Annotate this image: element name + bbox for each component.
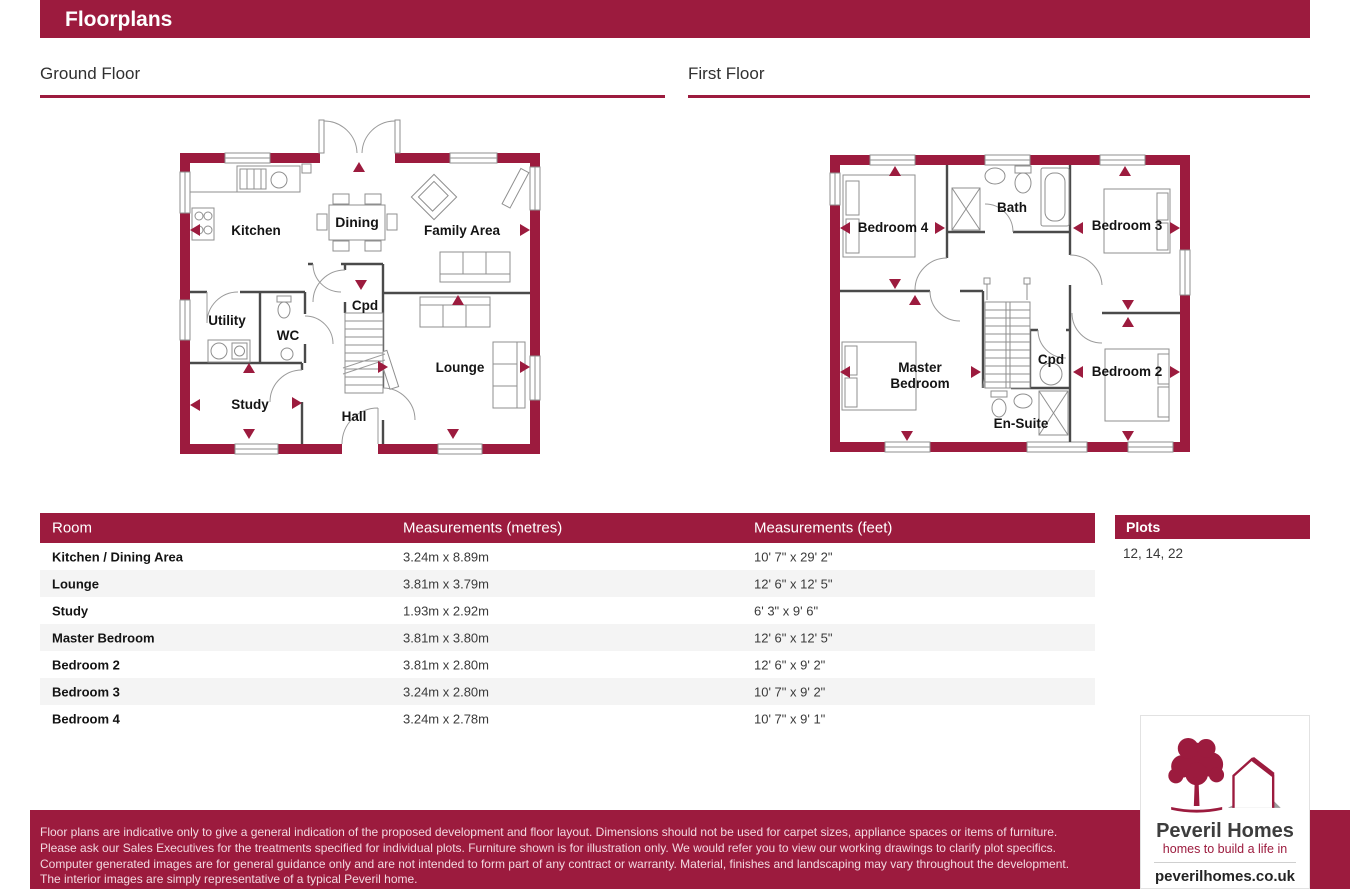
first-floor-rule — [688, 95, 1310, 98]
first-floor-heading: First Floor — [688, 64, 765, 83]
room-label-utility: Utility — [208, 313, 246, 328]
room-label-hall: Hall — [341, 409, 367, 424]
room-label-wc: WC — [276, 328, 300, 343]
ground-floor-rule — [40, 95, 665, 98]
logo-divider — [1154, 862, 1296, 863]
room-label-dining: Dining — [335, 214, 379, 230]
armchair-icon — [411, 174, 456, 219]
room-label-ensuite: En-Suite — [993, 416, 1049, 431]
disclaimer-line: Please ask our Sales Executives for the treatments specified for individual plots. Furniture shown is for illustration only. We would refer you to view our working drawings to clarify plot specifics. — [40, 840, 1057, 855]
measurements-table — [40, 513, 1095, 732]
table-header-row — [40, 513, 1095, 543]
room-label-master-line2: Bedroom — [890, 376, 950, 391]
table-row: Study 1.93m x 2.92m 6' 3" x 9' 6" — [52, 603, 819, 618]
logo-box — [1140, 715, 1310, 889]
peveril-homes-logo-icon — [1150, 721, 1300, 823]
family-sofa — [440, 252, 510, 282]
table-header-room: Room — [52, 519, 93, 537]
table-row: Bedroom 2 3.81m x 2.80m 12' 6" x 9' 2" — [52, 657, 826, 672]
logo-company-name: Peveril Homes — [1156, 820, 1294, 842]
tree-icon — [1168, 738, 1224, 813]
plots-title: Plots — [1126, 519, 1161, 535]
disclaimer-line: Floor plans are indicative only to give a general indication of the proposed development and floor layout. Dimensions should not be used for carpet sizes, appliance spaces or items of furniture. — [40, 825, 1058, 839]
bed-bedroom2 — [1105, 349, 1169, 421]
utility-sink-unit — [208, 340, 250, 362]
disclaimer-line: Computer generated images are for general guidance only and are not intended to form part of any contract or warranty. Material, finishes and landscaping may vary throughout the development. — [40, 856, 1070, 871]
room-label-cpd: Cpd — [351, 298, 379, 313]
page-title-bar — [40, 0, 1310, 38]
room-label-bedroom4: Bedroom 4 — [857, 220, 929, 235]
room-label-lounge: Lounge — [435, 360, 485, 375]
table-row: Kitchen / Dining Area 3.24m x 8.89m 10' 7" x 29' 2" — [52, 549, 833, 564]
tv-unit — [502, 168, 529, 208]
plots-values: 12, 14, 22 — [1123, 546, 1184, 561]
hob-icon — [192, 208, 214, 240]
logo-tagline: homes to build a life in — [1162, 842, 1288, 856]
ground-floor-heading: Ground Floor — [40, 64, 141, 83]
room-label-master-line1: Master — [898, 360, 942, 375]
house-icon — [1234, 759, 1274, 808]
first-floor-plan — [825, 150, 1195, 458]
page-title: Floorplans — [65, 8, 173, 31]
table-row: Bedroom 4 3.24m x 2.78m 10' 7" x 9' 1" — [52, 711, 826, 726]
stairs-icon — [984, 278, 1030, 388]
lounge-sofa-right — [493, 342, 525, 408]
plots-header — [1115, 515, 1310, 539]
kitchen-sink-unit — [190, 164, 311, 192]
table-row: Bedroom 3 3.24m x 2.80m 10' 7" x 9' 2" — [40, 678, 1095, 705]
room-label-bedroom2: Bedroom 2 — [1091, 364, 1163, 379]
bed-bedroom4 — [843, 175, 915, 257]
table-header-feet: Measurements (feet) — [754, 519, 893, 537]
table-header-metres: Measurements (metres) — [403, 519, 563, 537]
room-label-kitchen: Kitchen — [231, 223, 281, 238]
room-label-study: Study — [231, 397, 269, 412]
ground-floor-plan — [178, 118, 542, 458]
room-label-family-area: Family Area — [423, 223, 501, 238]
disclaimer-line: The interior images are simply representative of a typical Peveril home. — [40, 872, 418, 887]
room-label-bath: Bath — [997, 200, 1027, 215]
logo-website: peverilhomes.co.uk — [1154, 868, 1296, 885]
room-label-cpd: Cpd — [1037, 352, 1065, 367]
room-label-bedroom3: Bedroom 3 — [1091, 218, 1163, 233]
stairs-icon — [343, 313, 385, 393]
table-row: Lounge 3.81m x 3.79m 12' 6" x 12' 5" — [40, 570, 1095, 597]
french-doors-icon — [319, 120, 400, 153]
table-row: Master Bedroom 3.81m x 3.80m 12' 6" x 12' 5" — [40, 624, 1095, 651]
